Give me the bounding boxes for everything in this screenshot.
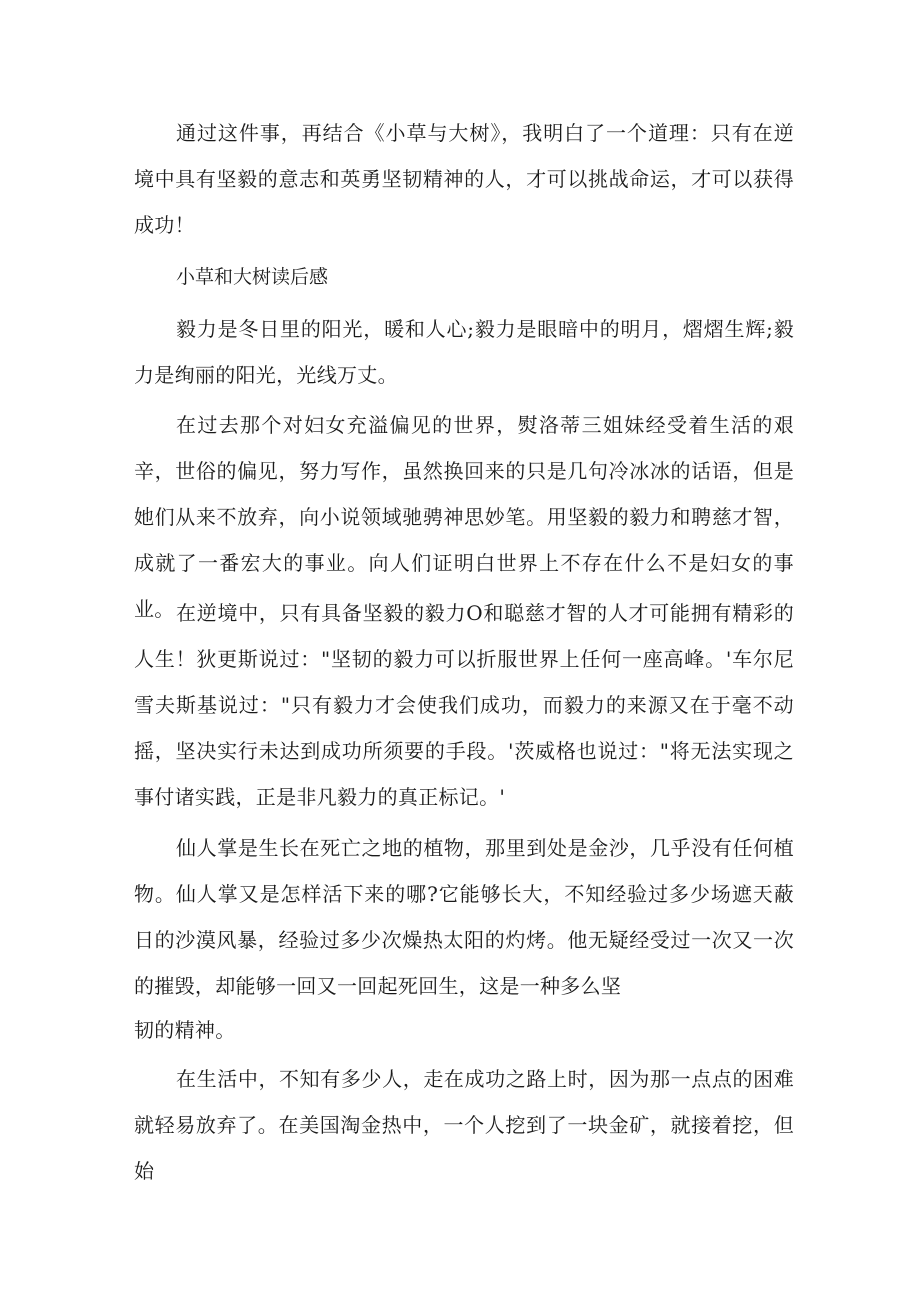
paragraph-cactus: 仙人掌是生长在死亡之地的植物，那里到处是金沙，几乎没有任何植物。仙人掌又是怎样活下来的哪?它能够长大，不知经验过多少场遮天蔽日的沙漠风暴，经验过多少次燥热太阳的灼烤。他无疑经受过一次又一次的摧毁，却能够一回又一回起死回生，这是一种多么坚 <box>134 836 794 998</box>
paragraph-conclusion: 通过这件事，再结合《小草与大树》，我明白了一个道理：只有在逆境中具有坚毅的意志和英勇坚韧精神的人，才可以挑战命运，才可以获得成功！ <box>134 121 794 237</box>
paragraph-cactus-continuation: 韧的精神。 <box>134 1018 236 1042</box>
paragraph-quotes: 在逆境中，只有具备坚毅的毅力O和聪慈才智的人才可能拥有精彩的人生！狄更斯说过："坚韧的毅力可以折服世界上任何一座高峰。'车尔尼雪夫斯基说过："只有毅力才会使我们成功，而毅力的来源又在于毫不动摇，坚决实行未达到成功所须要的手段。'茨威格也说过："将无法实现之事付诸实践，正是非凡毅力的真正标记。' <box>134 601 794 809</box>
paragraph-perseverance-metaphor: 毅力是冬日里的阳光，暖和人心;毅力是眼暗中的明月，熠熠生辉;毅力是绚丽的阳光，光线万丈。 <box>134 317 794 387</box>
paragraph-gold-rush: 在生活中，不知有多少人，走在成功之路上时，因为那一点点的困难就轻易放弃了。在美国淘金热中，一个人挖到了一块金矿，就接着挖，但始 <box>134 1067 794 1183</box>
paragraph-bronte-sisters: 在过去那个对妇女充溢偏见的世界，熨洛蒂三姐妹经受着生活的艰辛，世俗的偏见，努力写作，虽然换回来的只是几句冷冰冰的话语，但是她们从来不放弃，向小说领域驰骋神思妙笔。用坚毅的毅力和聘慈才智，成就了一番宏大的事业。向人们证明白世界上不存在什么不是妇女的事业。 <box>134 413 794 621</box>
section-heading: 小草和大树读后感 <box>176 266 329 288</box>
